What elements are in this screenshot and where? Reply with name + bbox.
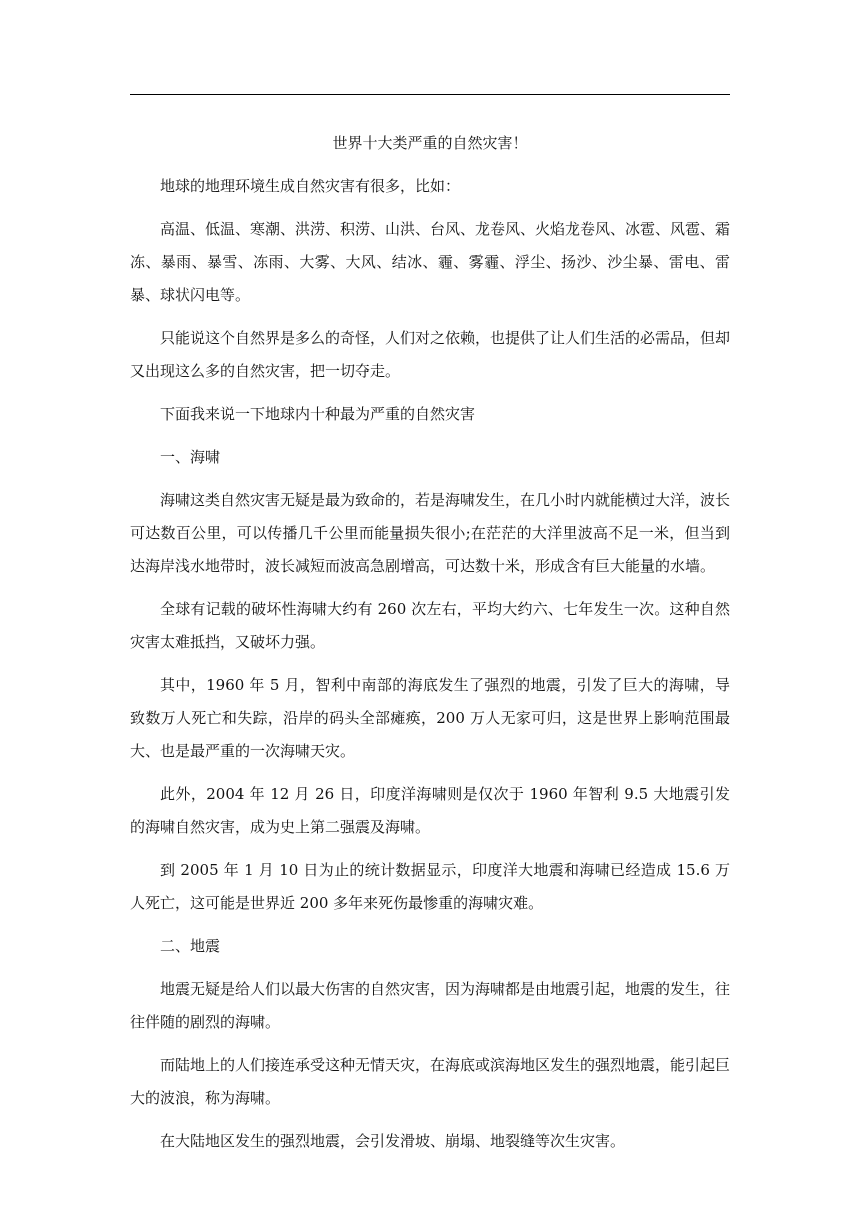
paragraph-lead-in: 下面我来说一下地球内十种最为严重的自然灾害 xyxy=(160,405,476,423)
header-rule xyxy=(130,94,730,95)
paragraph-earthquake-ocean: 而陆地上的人们接连承受这种无情天灾，在海底或滨海地区发生的强烈地震，能引起巨大的波浪，称为海啸。 xyxy=(130,1056,731,1107)
paragraph-earthquake-land: 在大陆地区发生的强烈地震，会引发滑坡、崩塌、地裂缝等次生灾害。 xyxy=(160,1132,626,1150)
document-body xyxy=(130,127,730,1168)
paragraph-intro: 地球的地理环境生成自然灾害有很多，比如： xyxy=(160,177,461,195)
paragraph-earthquake-description: 地震无疑是给人们以最大伤害的自然灾害，因为海啸都是由地震引起，地震的发生，往往伴随的剧烈的海啸。 xyxy=(130,980,731,1031)
paragraph-tsunami-frequency: 全球有记载的破坏性海啸大约有 260 次左右，平均大约六、七年发生一次。这种自然灾害太难抵挡，又破坏力强。 xyxy=(130,600,730,651)
paragraph-tsunami-indian-ocean-2004: 此外，2004 年 12 月 26 日，印度洋海啸则是仅次于 1960 年智利 9.5 大地震引发的海啸自然灾害，成为史上第二强震及海啸。 xyxy=(130,785,730,836)
paragraph-nature-comment: 只能说这个自然界是多么的奇怪，人们对之依赖，也提供了让人们生活的必需品，但却又出现这么多的自然灾害，把一切夺走。 xyxy=(130,329,731,380)
paragraph-tsunami-chile-1960: 其中，1960 年 5 月，智利中南部的海底发生了强烈的地震，引发了巨大的海啸，导致数万人死亡和失踪，沿岸的码头全部瘫痪，200 万人无家可归，这是世界上影响范围最大、也是最严重的一次海啸天灾。 xyxy=(130,676,730,760)
document-title: 世界十大类严重的自然灾害！ xyxy=(332,134,528,152)
paragraph-tsunami-description: 海啸这类自然灾害无疑是最为致命的，若是海啸发生，在几小时内就能横过大洋，波长可达数百公里，可以传播几千公里而能量损失很小;在茫茫的大洋里波高不足一米，但当到达海岸浅水地带时，波长减短而波高急剧增高，可达数十米，形成含有巨大能量的水墙。 xyxy=(130,491,731,575)
paragraph-disaster-list: 高温、低温、寒潮、洪涝、积涝、山洪、台风、龙卷风、火焰龙卷风、冰雹、风雹、霜冻、暴雨、暴雪、冻雨、大雾、大风、结冰、霾、雾霾、浮尘、扬沙、沙尘暴、雷电、雷暴、球状闪电等。 xyxy=(130,220,731,304)
section-heading-tsunami: 一、海啸 xyxy=(160,448,221,466)
section-heading-earthquake: 二、地震 xyxy=(160,937,221,955)
paragraph-tsunami-statistics: 到 2005 年 1 月 10 日为止的统计数据显示，印度洋大地震和海啸已经造成 15.6 万人死亡，这可能是世界近 200 多年来死伤最惨重的海啸灾难。 xyxy=(130,861,730,912)
